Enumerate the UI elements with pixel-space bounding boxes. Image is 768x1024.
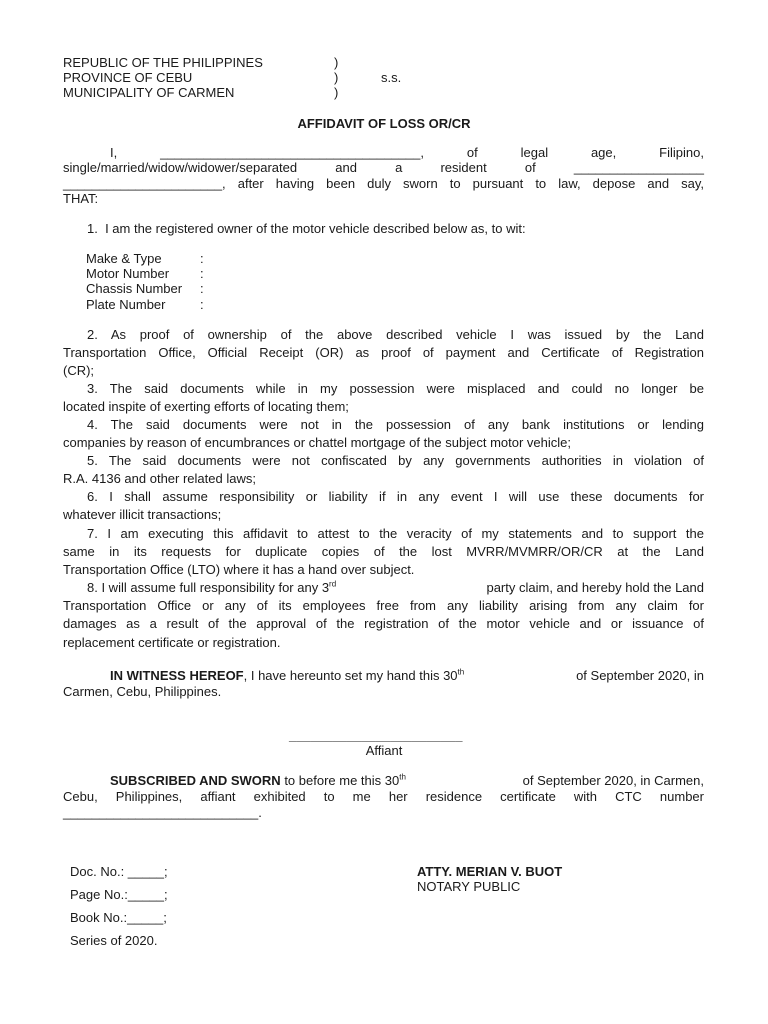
item-6-line-1: 6. I shall assume responsibility or liability if in any event I will use these documents for: [87, 489, 704, 504]
subscribed-line-1: SUBSCRIBED AND SWORN to before me this 30th of September 2020, in Carmen,: [110, 772, 704, 788]
vehicle-make-type-colon: :: [200, 251, 204, 266]
notarial-doc-no: Doc. No.: _____;: [70, 864, 168, 879]
venue-paren-1: ): [334, 55, 339, 70]
item-3-line-1: 3. The said documents while in my possession were misplaced and could no longer be: [87, 381, 704, 396]
item-7-line-2: same in its requests for duplicate copies of the lost MVRR/MVMRR/OR/CR at the Land: [63, 544, 704, 559]
venue-paren-3: ): [334, 85, 339, 100]
document-title: AFFIDAVIT OF LOSS OR/CR: [297, 116, 471, 131]
item-2-line-1: 2. As proof of ownership of the above described vehicle I was issued by the Land: [87, 327, 704, 342]
venue-municipality: MUNICIPALITY OF CARMEN: [63, 85, 235, 100]
vehicle-make-type-label: Make & Type: [86, 251, 162, 266]
item-4-line-1: 4. The said documents were not in the possession of any bank institutions or lending: [87, 417, 704, 432]
notarial-page-no: Page No.:_____;: [70, 887, 168, 902]
item-1: 1. I am the registered owner of the motor vehicle described below as, to wit:: [87, 221, 526, 236]
item-7-line-3: Transportation Office (LTO) where it has a hand over subject.: [63, 562, 415, 577]
item-7-line-1: 7. I am executing this affidavit to attest to the veracity of my statements and to support the: [87, 526, 704, 541]
notary-name: ATTY. MERIAN V. BUOT: [417, 864, 563, 879]
vehicle-motor-number-colon: :: [200, 266, 204, 281]
item-2-line-2: Transportation Office, Official Receipt (OR) as proof of payment and Certificate of Registration: [63, 345, 704, 360]
intro-line-3: ______________________, after having been duly sworn to pursuant to law, depose and say,: [63, 176, 704, 191]
subscribed-line-3: ___________________________.: [63, 805, 262, 820]
venue-ss: s.s.: [381, 70, 402, 85]
intro-line-2: single/married/widow/widower/separated and a resident of __________________: [63, 160, 704, 175]
venue-paren-2: ): [334, 70, 339, 85]
venue-republic: REPUBLIC OF THE PHILIPPINES: [63, 55, 263, 70]
notarial-book-no: Book No.:_____;: [70, 910, 167, 925]
item-8-line-3: damages as a result of the approval of the registration of the motor vehicle and or issuance of: [63, 616, 704, 631]
affiant-label: Affiant: [365, 743, 403, 758]
vehicle-motor-number-label: Motor Number: [86, 266, 170, 281]
vehicle-plate-number-label: Plate Number: [86, 297, 166, 312]
intro-that: THAT:: [63, 191, 99, 206]
item-8-line-1: 8. I will assume full responsibility for any 3rd party claim, and hereby hold the Land: [87, 579, 704, 595]
venue-province: PROVINCE OF CEBU: [63, 70, 193, 85]
item-2-line-3: (CR);: [63, 363, 95, 378]
item-5-line-1: 5. The said documents were not confiscated by any governments authorities in violation of: [87, 453, 704, 468]
subscribed-line-2: Cebu, Philippines, affiant exhibited to me her residence certificate with CTC number: [63, 789, 704, 804]
vehicle-plate-number-colon: :: [200, 297, 204, 312]
notarial-series: Series of 2020.: [70, 933, 158, 948]
witness-line-1: IN WITNESS HEREOF, I have hereunto set my hand this 30th of September 2020, in: [110, 667, 704, 683]
item-4-line-2: companies by reason of encumbrances or chattel mortgage of the subject motor vehicle;: [63, 435, 571, 450]
notary-title: NOTARY PUBLIC: [417, 879, 521, 894]
witness-line-2: Carmen, Cebu, Philippines.: [63, 684, 222, 699]
item-6-line-2: whatever illicit transactions;: [63, 507, 222, 522]
vehicle-chassis-number-label: Chassis Number: [86, 281, 183, 296]
item-8-line-2: Transportation Office or any of its employees free from any liability arising from any claim for: [63, 598, 704, 613]
item-8-line-4: replacement certificate or registration.: [63, 635, 281, 650]
affiant-signature-line: ________________________: [289, 728, 463, 743]
vehicle-chassis-number-colon: :: [200, 281, 204, 296]
item-3-line-2: located inspite of exerting efforts of locating them;: [63, 399, 349, 414]
item-5-line-2: R.A. 4136 and other related laws;: [63, 471, 256, 486]
intro-line-1: I, ____________________________________, of legal age, Filipino,: [110, 145, 704, 160]
